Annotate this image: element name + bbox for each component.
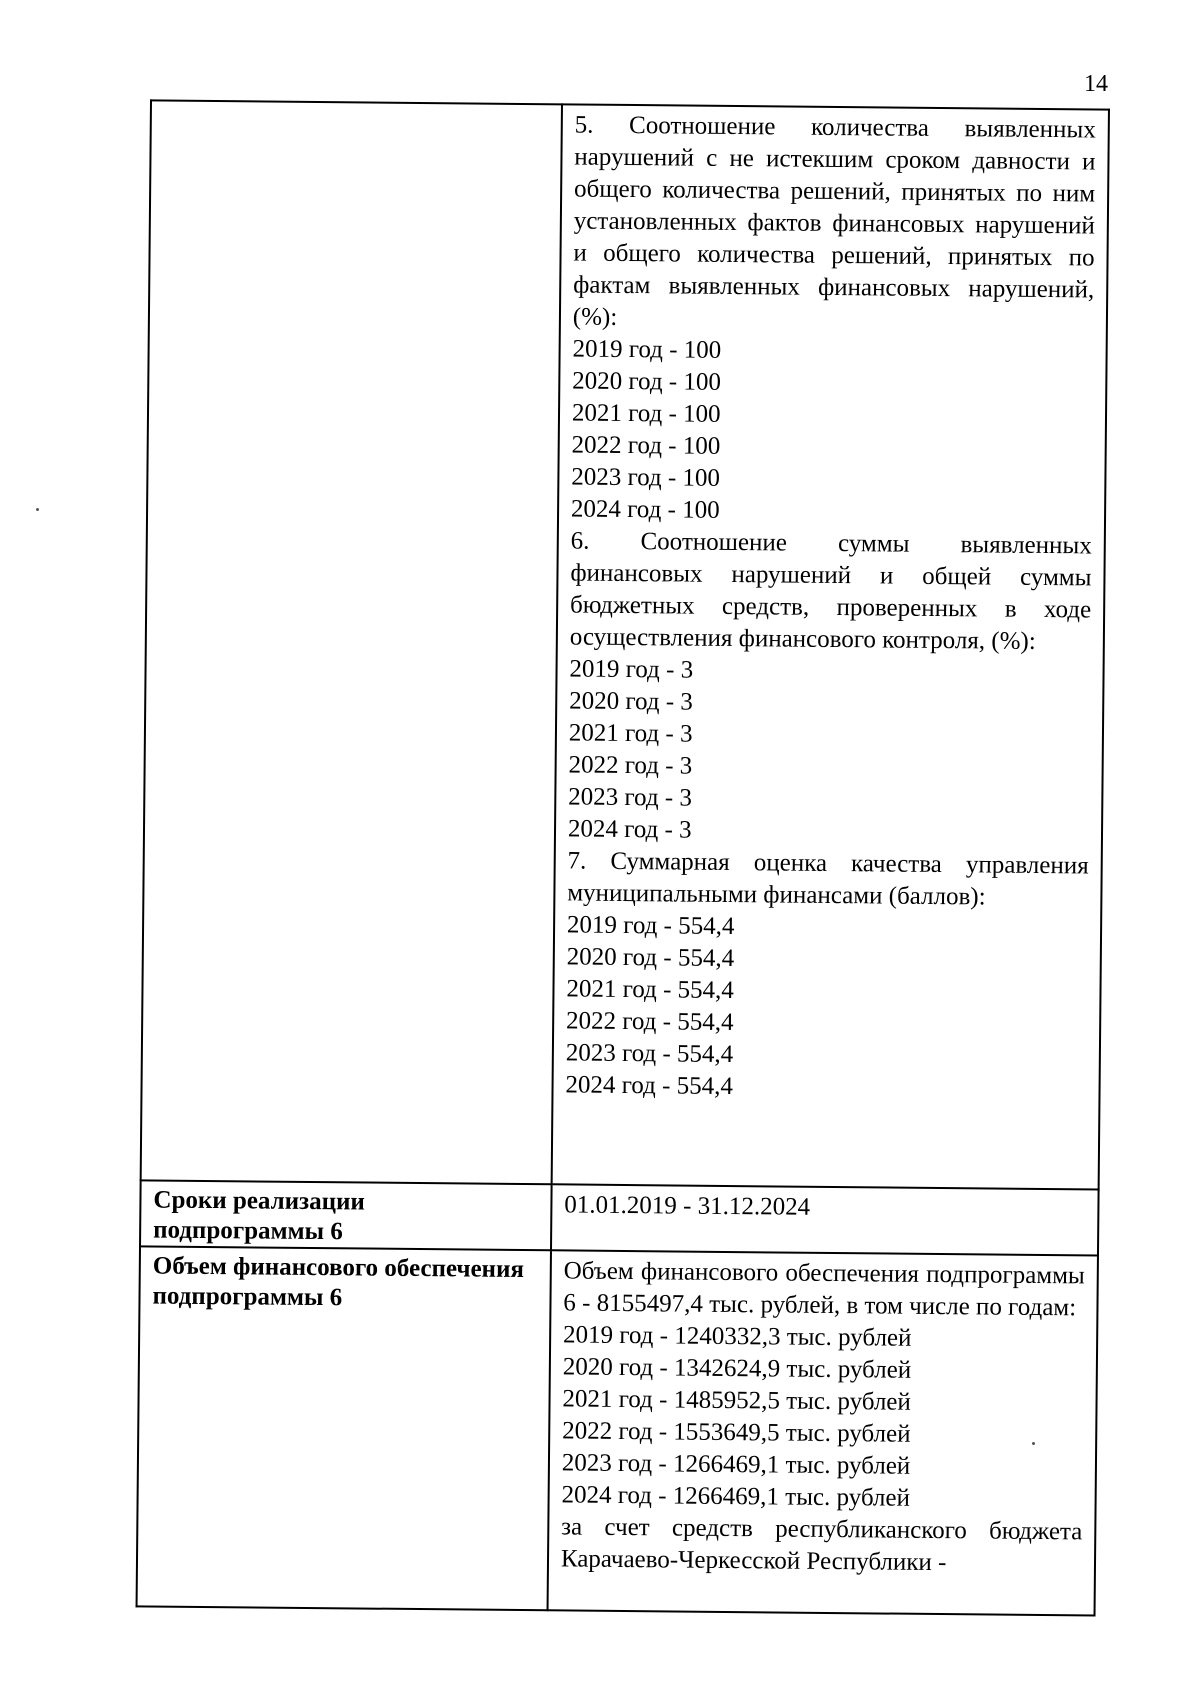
indicator-5-year: 2021 год - 100 bbox=[571, 399, 721, 428]
funding-intro: Объем финансового обеспечения подпрограммы 6 - 8155497,4 тыс. рублей, в том числе по годам: bbox=[563, 1257, 1085, 1322]
indicator-5-year: 2024 год - 100 bbox=[570, 495, 720, 524]
indicators-label-cell bbox=[141, 100, 562, 1184]
indicators-value-cell bbox=[552, 104, 1109, 1189]
indicator-6-text: 6. Соотношение суммы выявленных финансовых нарушений и общей суммы бюджетных средств, проверенных в ходе осуществления финансового контроля, (%): bbox=[569, 527, 1092, 655]
funding-year: 2022 год - 1553649,5 тыс. рублей bbox=[562, 1417, 911, 1448]
funding-year: 2019 год - 1240332,3 тыс. рублей bbox=[562, 1321, 912, 1352]
scan-speck bbox=[36, 508, 39, 511]
funding-year: 2020 год - 1342624,9 тыс. рублей bbox=[562, 1353, 912, 1384]
indicator-6-year: 2021 год - 3 bbox=[568, 719, 693, 748]
funding-year: 2021 год - 1485952,5 тыс. рублей bbox=[562, 1385, 911, 1416]
indicator-7-year: 2023 год - 554,4 bbox=[565, 1039, 734, 1069]
table-row-funding bbox=[137, 1246, 1098, 1615]
indicator-7-year: 2020 год - 554,4 bbox=[566, 943, 735, 973]
page-number: 14 bbox=[1084, 71, 1108, 97]
indicator-5-year: 2019 год - 100 bbox=[572, 335, 722, 364]
terms-label: Сроки реализации подпрограммы 6 bbox=[153, 1186, 366, 1246]
indicator-7-year: 2019 год - 554,4 bbox=[566, 911, 735, 941]
table-row-indicators bbox=[141, 100, 1109, 1189]
terms-value: 01.01.2019 - 31.12.2024 bbox=[564, 1191, 811, 1221]
funding-label: Объем финансового обеспечения подпрограммы 6 bbox=[152, 1252, 525, 1312]
indicator-6-year: 2019 год - 3 bbox=[569, 655, 694, 684]
funding-label-cell bbox=[137, 1246, 551, 1610]
indicator-5-text: 5. Соотношение количества выявленных нарушений с не истекшим сроком давности и общего количества решений, принятых по ним установленных фактов финансовых нарушений и общего количества решений, принятых по фактам выявленных финансовых нарушений, (%): bbox=[572, 111, 1096, 331]
terms-value-cell bbox=[551, 1184, 1099, 1255]
terms-label-cell bbox=[140, 1180, 552, 1250]
indicator-7-text: 7. Суммарная оценка качества управления муниципальными финансами (баллов): bbox=[567, 847, 1089, 911]
indicator-6-year: 2020 год - 3 bbox=[569, 687, 694, 716]
indicator-6-year: 2022 год - 3 bbox=[568, 751, 693, 780]
funding-year: 2023 год - 1266469,1 тыс. рублей bbox=[561, 1449, 911, 1480]
funding-value-cell bbox=[547, 1250, 1098, 1615]
indicator-5-year: 2022 год - 100 bbox=[571, 431, 721, 460]
indicator-5-year: 2020 год - 100 bbox=[572, 367, 722, 396]
indicator-6-year: 2024 год - 3 bbox=[567, 815, 692, 844]
passport-table bbox=[136, 99, 1110, 1616]
funding-tail: за счет средств республиканского бюджета Карачаево-Черкесской Республики - bbox=[560, 1513, 1083, 1577]
indicator-7-year: 2024 год - 554,4 bbox=[565, 1071, 734, 1101]
funding-year: 2024 год - 1266469,1 тыс. рублей bbox=[561, 1481, 911, 1512]
indicator-7-year: 2022 год - 554,4 bbox=[565, 1007, 734, 1037]
indicators-label bbox=[164, 106, 549, 110]
indicator-6-year: 2023 год - 3 bbox=[568, 783, 693, 812]
table-row-terms bbox=[140, 1180, 1099, 1255]
indicator-7-year: 2021 год - 554,4 bbox=[566, 975, 734, 1005]
indicator-5-year: 2023 год - 100 bbox=[571, 463, 721, 492]
